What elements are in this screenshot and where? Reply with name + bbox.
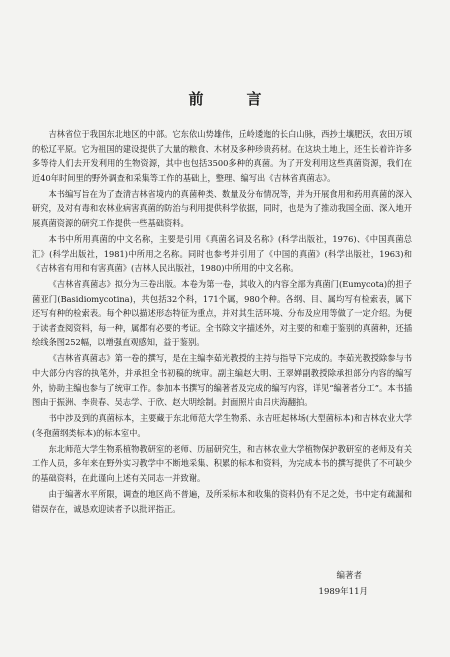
signature-date: 1989年11月 (318, 587, 368, 597)
paragraph: 书中涉及到的真菌标本，主要藏于东北师范大学生物系、永吉旺起林场(大型菌标本)和吉林农业大学(冬孢菌纲类标本)的标本室中。 (32, 413, 412, 438)
signature-block (319, 568, 368, 600)
signature-author: 编著者 (336, 571, 363, 581)
paragraph: 本书中所用真菌的中文名称，主要是引用《真菌名词及名称》(科学出版社，1976)、《中国真菌总汇》(科学出版社，1981)中所用之名称。同时也参考并引用了《中国的真菌》(科学出版社，1963)和《吉林省有用和有害真菌》(吉林人民出版社，1980)中所用的中文名称。 (32, 233, 412, 274)
paragraph: 吉林省位于我国东北地区的中部。它东依山势雄伟，丘岭逶迤的长白山脉，西抄土壤肥沃，农田万顷的松辽平原。它为祖国的建设提供了大量的粮食、木材及多种珍贵药材。在这块土地上，还生长着许许多多等待人们去开发利用的生物资源，其中也包括3500多种的真菌。为了开发利用这些真菌资源，我们在近40年时间里的野外调查和采集等工作的基础上，整理、编写出《吉林省真菌志》。 (32, 129, 412, 183)
paragraph: 《吉林省真菌志》第一卷的撰写，是在主编李茹光教授的主持与指导下完成的。李茹光教授除参与书中大部分内容的执笔外，并承担全书初稿的统审。副主编赵大明、王翠婵副教授除承担部分内容的编写外，协助主编也参与了统审工作。参加本书撰写的编著者及完成的编写内容，详见“编著者分工”。本书插图由于振洲、李贵春、吴志学、于欣、赵大明绘制。封面照片由吕庆海翻拍。 (32, 353, 412, 408)
preface-body (32, 127, 412, 516)
paragraph: 《吉林省真菌志》拟分为三卷出版。本卷为第一卷，其收入的内容全部为真菌门(Eumycota)的担子菌亚门(Basidiomycotina)，共包括32个科，171个属，980个种。各纲、目、属均写有检索表，属下还写有种的检索表。每个种以描述形态特征为重点，并对其生活环境、分布及应用等做了一定介绍。为便于读者查阅资料，每一种，属都有必要的考证。全书除文字描述外，对主要的和难于鉴别的真菌种，还插绘线条图252幅，以增强直观感知，益于鉴别。 (32, 279, 412, 348)
page-title: 前 言 (188, 90, 276, 108)
paragraph: 本书编写旨在为了查清吉林省境内的真菌种类、数量及分布情况等，并为开展食用和药用真菌的深入研究，及对有毒和农林业病害真菌的防治与利用提供科学依据，同时，也是为了推动我国全面、深入地开展真菌资源的研究工作提供一些基础资料。 (32, 188, 412, 228)
paragraph: 东北师范大学生物系植物教研室的老师、历届研究生，和吉林农业大学植物保护教研室的老师及有关工作人员，多年来在野外实习教学中不断地采集、积累的标本和资料，为完成本书的撰写提供了不可缺少的基础资料，在此谨向上述有关同志一并致谢。 (32, 443, 412, 483)
paragraph: 由于编著水平所限，调查的地区尚不普遍，及所采标本和收集的资料仍有不足之处，书中定有疏漏和错误存在，诚恳欢迎读者予以批评指正。 (32, 488, 412, 514)
